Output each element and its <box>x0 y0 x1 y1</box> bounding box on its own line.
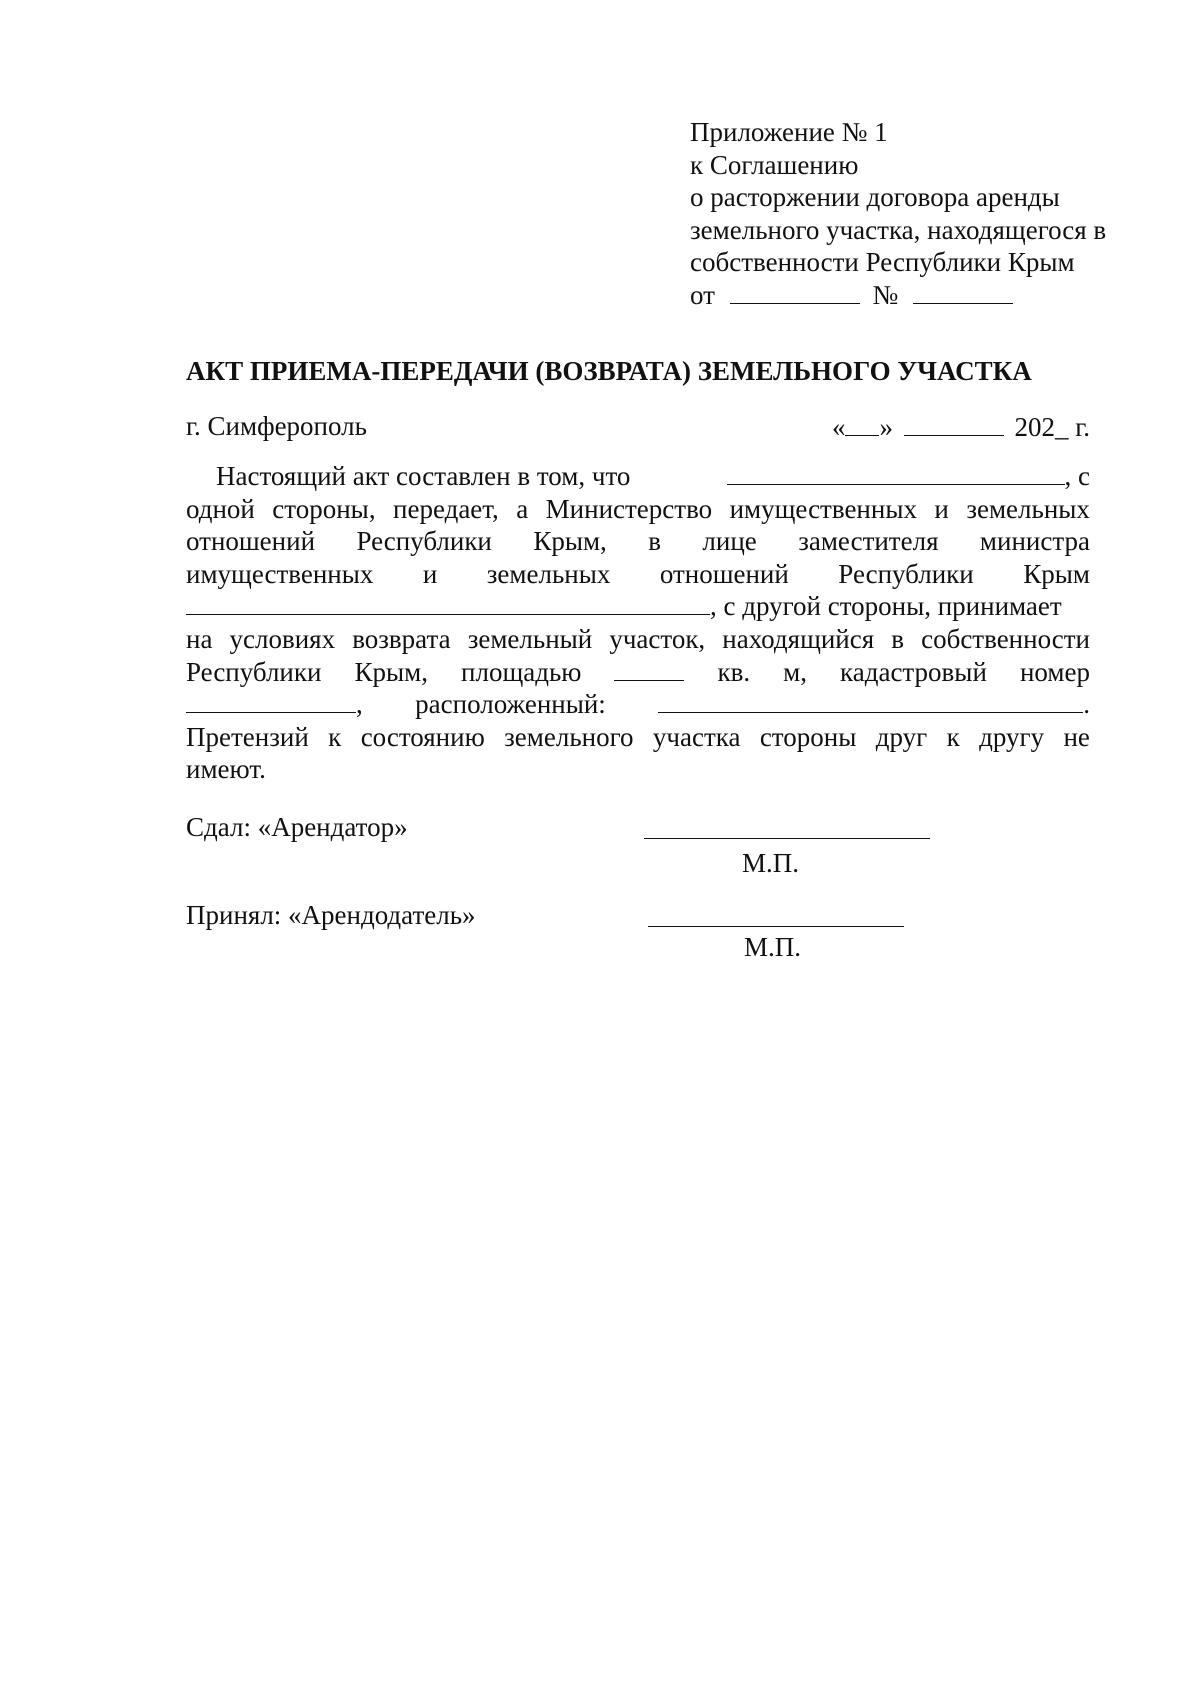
body-text: , <box>356 689 363 720</box>
deputy-minister-blank <box>186 590 710 615</box>
word: Республики <box>356 526 492 557</box>
body-text: Настоящий акт составлен в том, что <box>216 461 631 491</box>
area-blank <box>614 656 684 681</box>
appendix-header <box>690 116 1106 311</box>
word: кадастровый <box>840 656 987 687</box>
word: Республики <box>186 656 322 687</box>
body-text: , с <box>1064 461 1090 491</box>
appendix-line: земельного участка, находящегося в <box>690 214 1107 245</box>
word: Крым, <box>354 656 428 687</box>
body-line <box>186 590 1090 623</box>
month-blank <box>904 411 1004 436</box>
body-line <box>186 688 1090 721</box>
word: передает, <box>393 493 499 524</box>
word: лице <box>702 526 757 557</box>
word: а <box>516 493 529 524</box>
from-label: от <box>690 279 715 310</box>
word: не <box>1063 721 1090 752</box>
word: к <box>328 721 342 752</box>
word: Претензий <box>186 721 309 752</box>
word: стороны, <box>272 493 376 524</box>
tenant-signature-label: Сдал: «Арендатор» <box>186 812 408 842</box>
word: в <box>891 623 904 654</box>
word: кв. <box>717 656 751 687</box>
appendix-date-number-line <box>690 279 1106 312</box>
appendix-line: о расторжении договора аренды <box>690 182 1060 212</box>
word: на <box>186 623 213 654</box>
landlord-stamp-place: М.П. <box>744 932 802 962</box>
body-line <box>186 460 1090 493</box>
word: площадью <box>461 656 582 687</box>
body-line <box>186 753 1090 786</box>
word: земельного <box>504 721 634 752</box>
word: земельных <box>966 493 1090 524</box>
quote-close: » <box>879 412 893 442</box>
word: земельный <box>467 623 593 654</box>
body-text: . <box>1083 689 1090 720</box>
date-blank <box>730 279 860 304</box>
number-blank <box>913 279 1013 304</box>
word: Республики <box>838 558 974 589</box>
document-title: АКТ ПРИЕМА-ПЕРЕДАЧИ (ВОЗВРАТА) ЗЕМЕЛЬНОГО УЧАСТКА <box>186 356 1032 386</box>
tenant-stamp-place: М.П. <box>742 848 800 878</box>
body-line <box>186 493 1090 526</box>
location-blank <box>658 688 1083 713</box>
body-line <box>186 656 1090 689</box>
word: в <box>648 526 661 557</box>
word: отношений <box>186 526 316 557</box>
tenant-signature-line <box>644 836 930 839</box>
landlord-signature-line <box>648 924 904 927</box>
year: 202_ г. <box>1014 412 1090 442</box>
word: Крым <box>1023 558 1090 589</box>
word: к <box>946 721 960 752</box>
word: участок, <box>609 623 706 654</box>
word: земельных <box>486 558 611 589</box>
word: министра <box>979 526 1090 557</box>
word: участка <box>652 721 741 752</box>
act-body <box>186 460 1090 786</box>
word: Министерство <box>545 493 713 524</box>
word: отношений <box>659 558 789 589</box>
word: состоянию <box>360 721 485 752</box>
word: условиях <box>229 623 336 654</box>
word: другу <box>979 721 1045 752</box>
word: Крым, <box>533 526 607 557</box>
city: г. Симферополь <box>186 411 367 441</box>
cadastral-number-blank <box>186 688 356 713</box>
body-line <box>186 558 1090 591</box>
word: одной <box>186 493 255 524</box>
quote-open: « <box>831 412 846 442</box>
body-text: имеют. <box>186 754 266 785</box>
appendix-line: Приложение № 1 <box>690 117 888 147</box>
word: возврата <box>352 623 451 654</box>
body-line <box>186 525 1090 558</box>
day-blank <box>845 411 879 436</box>
appendix-line: собственности Республики Крым <box>690 247 1075 277</box>
word: заместителя <box>798 526 939 557</box>
word: собственности <box>921 623 1090 654</box>
word: стороны <box>759 721 857 752</box>
appendix-line: к Соглашению <box>690 149 859 180</box>
party-blank <box>727 460 1065 485</box>
word: друг <box>875 721 928 752</box>
word: и <box>422 558 438 589</box>
document-date <box>832 411 1090 443</box>
word: имущественных <box>186 558 374 589</box>
landlord-signature-label: Принял: «Арендодатель» <box>186 900 476 930</box>
number-sign: № <box>872 279 899 310</box>
word: номер <box>1019 656 1090 687</box>
body-text: , с другой стороны, принимает <box>710 591 1062 622</box>
body-line <box>186 623 1090 656</box>
body-text: расположенный: <box>415 689 606 720</box>
body-line <box>186 721 1090 754</box>
word: м, <box>783 656 807 687</box>
word: находящийся <box>722 623 875 654</box>
word: и <box>934 493 949 524</box>
word: имущественных <box>729 493 917 524</box>
